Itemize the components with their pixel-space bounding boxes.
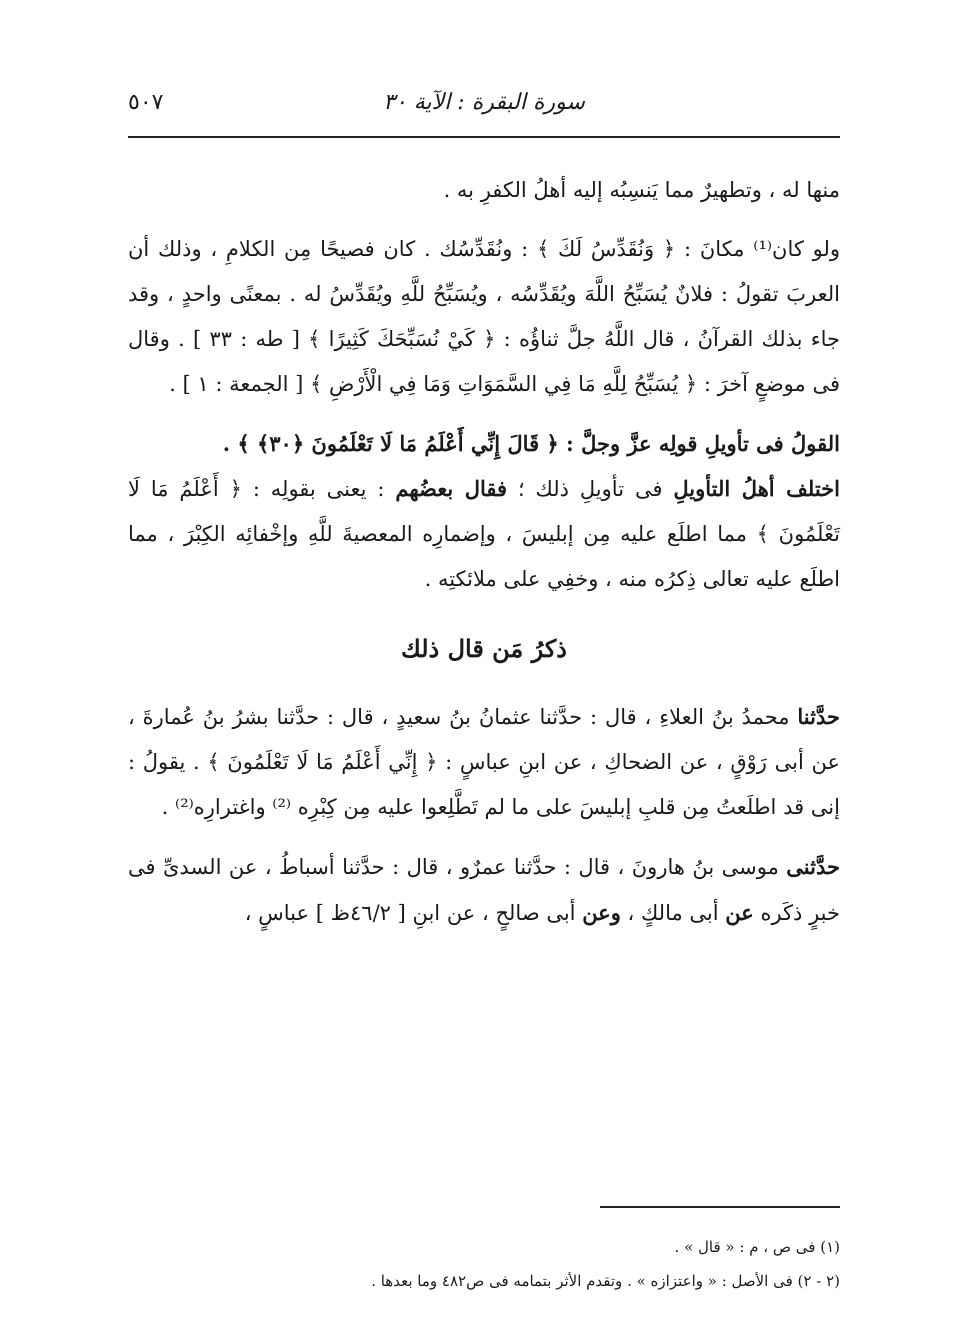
main-text [128,168,840,936]
paragraph-5: حدَّثنى موسى بنُ هارونَ ، قال : حدَّثنا عمرٌو ، قال : حدَّثنا أسباطُ ، عن السدىِّ فى خبرٍ ذكَره عن أبى مالكٍ ، وعن أبى صالحٍ ، عن ابنِ [ ٤٦/٢ظ ] عباسٍ ، [128,854,840,925]
bold-phrase: حدَّثنى [786,854,840,879]
footnote-rule [600,1206,840,1208]
paragraph-4: حدَّثنا محمدُ بنُ العلاءِ ، قال : حدَّثنا عثمانُ بنُ سعيدٍ ، قال : حدَّثنا بشرُ بنُ عُمارةَ ، عن أبى رَوْقٍ ، عن الضحاكِ ، عن ابنِ عباسٍ : ﴿ إِنِّي أَعْلَمُ مَا لَا تَعْلَمُونَ ﴾ . يقولُ : إنى قد اطلَعتُ مِن قلبِ إبليسَ على ما لم تَطَّلِعوا عليه مِن كِبْرِه ⁽²⁾ واغترارِه⁽²⁾ . [128,704,840,819]
paragraph-1: منها له ، وتطهيرٌ مما يَنسِبُه إليه أهلُ الكفرِ به . [443,178,840,202]
section-heading: ذكرُ مَن قال ذلك [401,634,567,663]
page-number: ٥٠٧ [128,90,164,115]
bold-phrase: فقال بعضُهم [395,476,508,501]
bold-phrase: اختلف أهلُ التأويلِ [673,476,840,501]
bold-phrase: عن [725,900,754,925]
header-rule [128,136,840,138]
running-title: سورة البقرة : الآية ٣٠ [383,90,585,115]
verse-heading: القولُ فى تأويلِ قولِه عزَّ وجلَّ : ﴿ قَالَ إِنِّي أَعْلَمُ مَا لَا تَعْلَمُونَ ﴿٣٠﴾ ﴾ . [222,431,840,456]
bold-phrase: حدَّثنا [797,704,840,729]
footnotes [128,1230,840,1298]
bold-phrase: وعن [582,900,621,925]
footnote-1: (١) فى ص ، م : « قال » . [674,1238,840,1256]
paragraph-3: اختلف أهلُ التأويلِ فى تأويلِ ذلك ؛ فقال بعضُهم : يعنى بقولِه : ﴿ أَعْلَمُ مَا لَا تَعْلَمُونَ ﴾ مما اطلَع عليه مِن إبليسَ ، وإضمارِه المعصيةَ للَّهِ وإخْفائِه الكِبْرَ ، مما اطلَع عليه تعالى ذِكرُه منه ، وخفِي على ملائكتِه . [128,476,840,591]
page-header [128,86,840,126]
footnote-2: (٢ - ٢) فى الأصل : « واعتزازه » . وتقدم الأثر بتمامه فى ص٤٨٢ وما بعدها . [371,1272,840,1290]
paragraph-2: ولو كان⁽¹⁾ مكانَ : ﴿ وَنُقَدِّسُ لَكَ ﴾ : ونُقَدِّسُك . كان فصيحًا مِن الكلامِ ، وذلك أن العربَ تقولُ : فلانٌ يُسَبِّحُ اللَّهَ ويُقَدِّسُه ، ويُسَبِّحُ للَّهِ ويُقَدِّسُ له . بمعنًى واحدٍ ، وقد جاء بذلك القرآنُ ، قال اللَّهُ جلَّ ثناؤُه : ﴿ كَيْ نُسَبِّحَكَ كَثِيرًا ﴾ [ طه : ٣٣ ] . وقال فى موضعٍ آخرَ : ﴿ يُسَبِّحُ لِلَّهِ مَا فِي السَّمَوَاتِ وَمَا فِي الْأَرْضِ ﴾ [ الجمعة : ١ ] . [128,237,840,396]
